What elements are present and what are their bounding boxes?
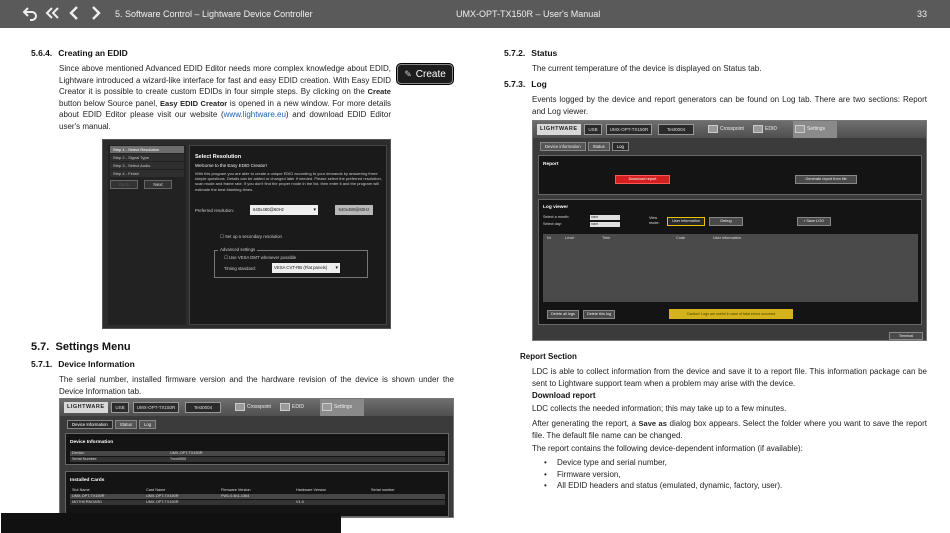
tab-settings[interactable]: Settings — [793, 121, 837, 138]
download-report-paragraph-1: LDC collects the needed information; this may take up to a few minutes. — [532, 404, 787, 413]
chevron-left-icon[interactable] — [66, 5, 82, 21]
column-header: Slot Name — [72, 488, 90, 492]
status-paragraph: The current temperature of the device is displayed on Status tab. — [532, 64, 762, 73]
delete-all-logs-button[interactable]: Delete all logs — [547, 310, 579, 319]
back-button[interactable]: Back — [110, 180, 138, 189]
advanced-settings-title: Advanced settings — [220, 247, 256, 252]
report-contents-list — [542, 457, 927, 492]
connection-type: USB — [584, 124, 602, 135]
column-header: User information — [713, 236, 741, 240]
report-section-paragraph: LDC is able to collect information from the device and save it to a report file. This information package can be sent to Lightware support team when a problem may arise with the device. — [532, 367, 927, 388]
chevron-right-icon[interactable] — [88, 5, 104, 21]
card-cell: UMX-OPT-TX150R — [146, 494, 179, 498]
settings-gear-icon — [795, 125, 805, 133]
log-paragraph: Events logged by the device and report generators can be found on Log tab. There are two sections: Report and Log viewer. — [532, 95, 927, 116]
download-report-paragraph-2: After generating the report, a Save as dialog box appears. Select the folder where you want to save the report file. The default file name can be changed. — [532, 419, 927, 440]
next-button[interactable]: Next — [144, 180, 172, 189]
info-value: UMX-OPT-TX150R — [170, 451, 203, 455]
lightware-logo: LIGHTWARE — [537, 124, 581, 135]
preferred-resolution-label: Preferred resolution: — [195, 208, 234, 213]
wizard-step[interactable]: Step 4 - Finish — [110, 170, 184, 177]
wizard-panel — [189, 145, 387, 325]
timing-standard-label: Timing standard: — [224, 266, 256, 271]
wizard-description: With this program you are able to create a unique EDID according to your demands by answering three simple questions. Details can be added or changed later if needed. Please select the preferred resolution, scan mode and frame rate. If you don't find the proper mode in the list, then enter it and the program will estimate the best blanking times. — [195, 171, 382, 192]
info-key: Serial Number: — [72, 457, 98, 461]
column-header: Time — [602, 236, 611, 240]
report-box — [538, 155, 922, 195]
edid-icon — [280, 403, 290, 411]
section-heading-5-7-1: 5.7.1. Device Information — [31, 359, 135, 369]
document-title: UMX-OPT-TX150R – User's Manual — [456, 9, 601, 19]
user-information-button[interactable]: User information — [667, 217, 705, 226]
card-cell: UMX-OPT-TX150R — [72, 494, 105, 498]
wizard-buttons — [110, 180, 172, 189]
section-heading-5-6-4: 5.6.4. Creating an EDID — [31, 48, 128, 58]
view-mode-label: View mode: — [649, 216, 660, 225]
terminal-button[interactable]: Terminal — [889, 332, 923, 340]
device-information-title: Device Information — [70, 440, 114, 445]
easy-edid-creator-screenshot — [102, 139, 391, 329]
wizard-step[interactable]: Step 3 - Select Audio — [110, 162, 184, 169]
double-back-icon[interactable] — [44, 5, 60, 21]
settings-subtabs — [67, 420, 156, 429]
wizard-steps — [108, 145, 186, 325]
list-item: • All EDID headers and status (emulated, dynamic, factory, user). — [542, 480, 927, 492]
vesa-dmt-checkbox[interactable]: ☐ Use VESA DMT whenever possible — [224, 255, 297, 260]
device-model: UMX-OPT-TX150R — [606, 124, 652, 135]
debug-button[interactable]: Debug — [709, 217, 743, 226]
info-row-bg — [70, 451, 445, 456]
day-select[interactable]: none — [590, 222, 620, 227]
column-header: Code — [676, 236, 686, 240]
create-button[interactable]: ✎ Create — [397, 64, 453, 84]
save-log-button[interactable]: ▪ Save LOG — [797, 217, 831, 226]
wizard-step[interactable]: Step 1 - Select Resolution — [110, 146, 184, 153]
list-item: • Firmware version, — [542, 469, 927, 481]
lightware-link[interactable]: www.lightware.eu — [223, 110, 286, 119]
lightware-logo: LIGHTWARE — [64, 402, 108, 413]
tab-crosspoint[interactable]: Crosspoint — [233, 399, 277, 416]
card-row-bg — [70, 494, 445, 499]
crosspoint-icon — [235, 403, 245, 411]
column-header: Hardware Version — [296, 488, 327, 492]
device-label: Test0004 — [658, 124, 694, 135]
installed-cards-box — [65, 471, 449, 517]
section-heading-5-7-2: 5.7.2. Status — [504, 48, 558, 58]
secondary-resolution-checkbox[interactable]: ☐ Set up a secondary resolution — [220, 234, 282, 239]
column-header: Level — [565, 236, 575, 240]
log-table — [543, 234, 918, 302]
bottom-black-bar — [1, 513, 341, 533]
column-header: Card Name — [146, 488, 166, 492]
column-header: Firmware Version — [221, 488, 251, 492]
report-section-heading: Report Section — [520, 352, 577, 361]
creating-edid-paragraph: Since above mentioned Advanced EDID Editor needs more complex knowledge about EDID, Lightware introduced a wizard-like interface for fast and easy EDID creation. With Easy EDID Creator it is possible to create custom EDIDs in four simple steps. By clicking on the Create button below Source panel, Easy EDID Creator is opened in a new window. For more details about EDID Editor please visit our website (www.lightware.eu) and download EDID Editor user's manual. — [59, 64, 391, 131]
tab-crosspoint[interactable]: Crosspoint — [706, 121, 750, 138]
crosspoint-icon — [708, 125, 718, 133]
device-model: UMX-OPT-TX150R — [133, 402, 179, 413]
page-number: 33 — [917, 9, 928, 19]
subtab-log[interactable]: Log — [612, 142, 629, 151]
log-viewer-title: Log viewer — [543, 205, 569, 210]
list-item: • Device type and serial number, — [542, 457, 927, 469]
column-header: Serial number — [371, 488, 395, 492]
info-row-bg — [70, 457, 445, 462]
wizard-step[interactable]: Step 2 - Signal Type — [110, 154, 184, 161]
preferred-resolution-select[interactable]: 640x480@60Hz ▾ — [250, 205, 318, 215]
select-month-label: Select a month: — [543, 215, 570, 219]
subtab-status[interactable]: Status — [115, 420, 137, 429]
card-row-bg — [70, 500, 445, 505]
download-report-heading: Download report — [532, 391, 596, 400]
card-cell: UMX-OPT-TX150R — [146, 500, 179, 504]
info-value: 7xxx0000 — [170, 457, 187, 461]
chapter-title: 5. Software Control – Lightware Device Controller — [115, 9, 313, 19]
magic-wand-icon: ✎ — [404, 68, 412, 79]
caution-banner: Caution! Logs are useful in case of fatal errors occurred — [669, 309, 793, 319]
timing-standard-select[interactable]: VESA CVT-RB (Flat panels) ▾ — [272, 263, 340, 273]
subtab-status[interactable]: Status — [588, 142, 610, 151]
subtab-device-information[interactable]: Device information — [540, 142, 586, 151]
nav-icons — [22, 5, 104, 21]
panel-title: Select Resolution — [195, 154, 242, 160]
card-cell: V1.0 — [296, 500, 304, 504]
subtab-log[interactable]: Log — [139, 420, 156, 429]
tab-edid[interactable]: EDID — [278, 399, 318, 416]
card-cell: MOTHERBOARD — [72, 500, 102, 504]
preferred-resolution-field[interactable]: 640x480@60Hz — [335, 205, 373, 215]
column-header: Nr — [547, 236, 552, 240]
download-report-paragraph-3: The report contains the following device-dependent information (if available): — [532, 444, 803, 453]
month-select[interactable]: none — [590, 215, 620, 220]
device-label: Test0004 — [185, 402, 221, 413]
download-report-button[interactable]: Download report — [615, 175, 670, 184]
log-tab-screenshot — [532, 120, 927, 341]
card-cell: FW1.0.4b1-1364 — [221, 494, 250, 498]
undo-arrow-icon[interactable] — [22, 5, 38, 21]
section-heading-5-7: 5.7. Settings Menu — [31, 341, 131, 353]
select-day-label: Select day: — [543, 222, 562, 226]
installed-cards-title: Installed Cards — [70, 478, 105, 483]
settings-subtabs — [540, 142, 629, 151]
info-key: Device: — [72, 451, 85, 455]
log-viewer-box — [538, 199, 922, 325]
device-information-paragraph: The serial number, installed firmware version and the hardware revision of the device is shown under the Device Information tab. — [59, 375, 454, 396]
report-title: Report — [543, 162, 559, 167]
device-information-screenshot — [59, 398, 454, 518]
connection-type: USB — [111, 402, 129, 413]
tab-edid[interactable]: EDID — [751, 121, 791, 138]
tab-settings[interactable]: Settings — [320, 399, 364, 416]
device-information-box — [65, 433, 449, 465]
welcome-text: Welcome to the Easy EDID Creator! — [195, 163, 267, 168]
settings-gear-icon — [322, 403, 332, 411]
generate-report-button[interactable]: Generate report from file — [795, 175, 857, 184]
subtab-device-information[interactable]: Device Information — [67, 420, 113, 429]
section-heading-5-7-3: 5.7.3. Log — [504, 79, 547, 89]
delete-this-log-button[interactable]: Delete this log — [583, 310, 615, 319]
edid-icon — [753, 125, 763, 133]
top-bar — [0, 0, 950, 28]
